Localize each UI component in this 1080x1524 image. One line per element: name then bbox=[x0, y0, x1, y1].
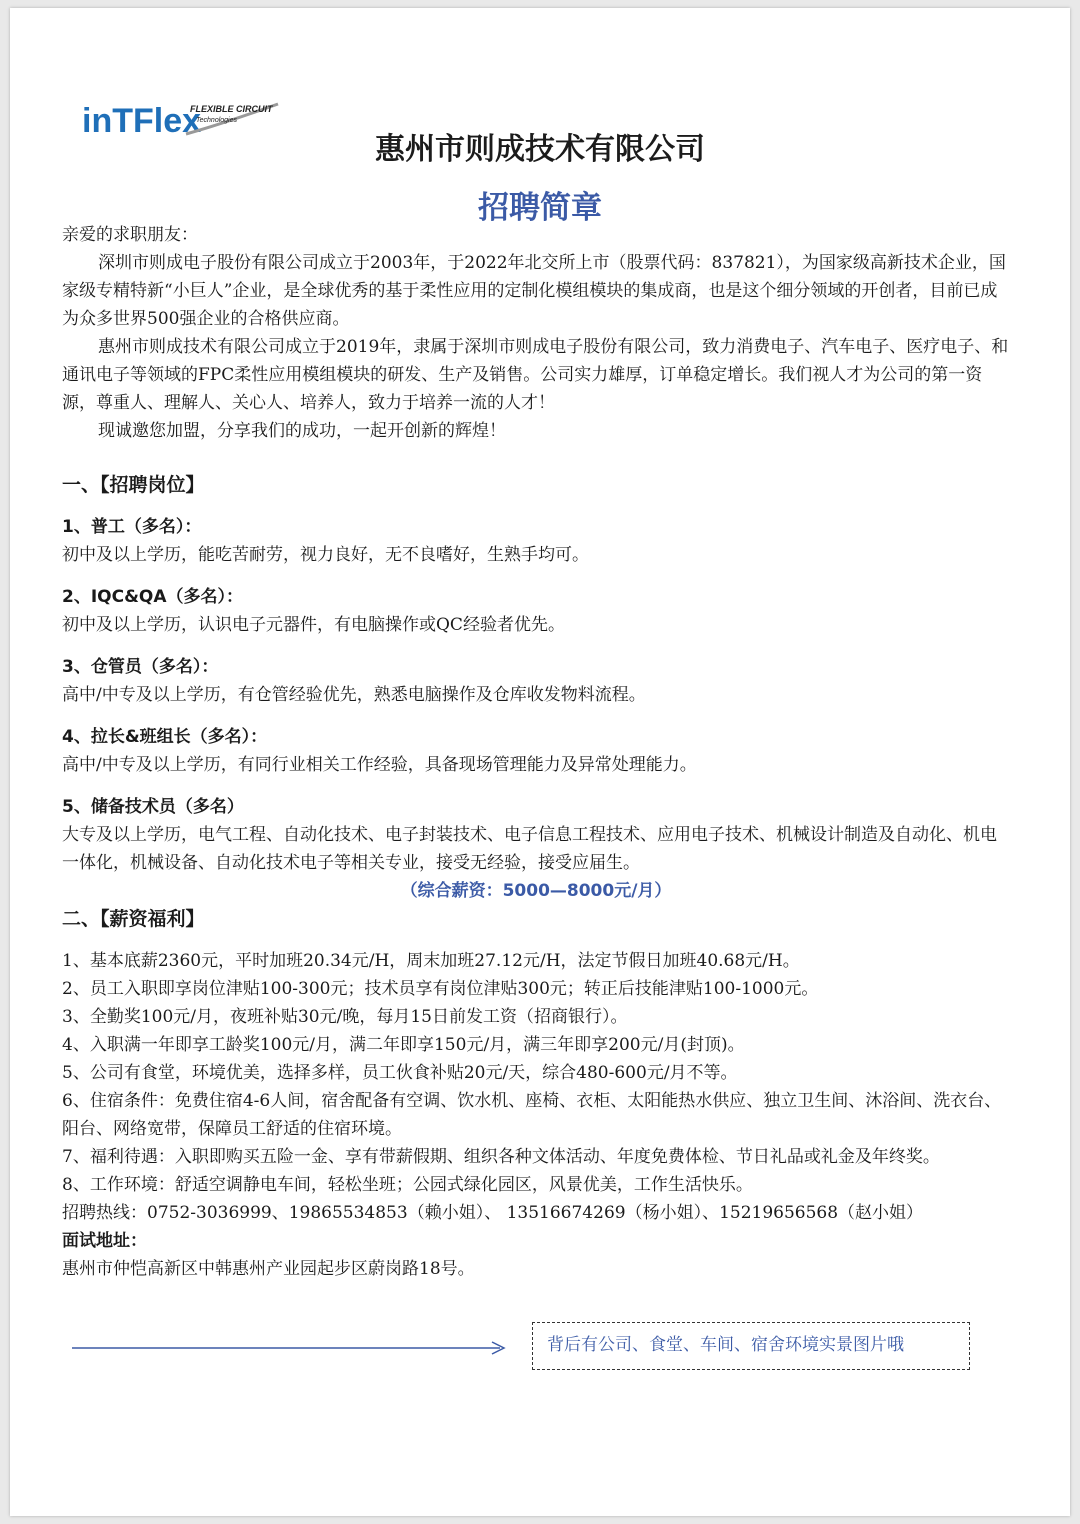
positions-heading: 一、【招聘岗位】 bbox=[62, 474, 205, 496]
arrow-right-icon bbox=[72, 1340, 512, 1356]
benefit-item: 7、福利待遇：入职即购买五险一金、享有带薪假期、组织各种文体活动、年度免费体检、节日礼品或礼金及年终奖。 bbox=[62, 1147, 940, 1167]
hotline: 招聘热线：0752-3036999、19865534853（赖小姐）、 13516674269（杨小姐）、15219656568（赵小姐） bbox=[62, 1203, 924, 1223]
benefit-item: 3、全勤奖100元/月，夜班补贴30元/晚，每月15日前发工资（招商银行）。 bbox=[62, 1007, 628, 1027]
salary-range: （综合薪资：5000—8000元/月） bbox=[400, 881, 672, 901]
position-description: 高中/中专及以上学历，有仓管经验优先，熟悉电脑操作及仓库收发物料流程。 bbox=[62, 685, 646, 705]
address: 惠州市仲恺高新区中韩惠州产业园起步区蔚岗路18号。 bbox=[62, 1259, 475, 1279]
greeting: 亲爱的求职朋友： bbox=[62, 225, 198, 245]
position-description: 大专及以上学历，电气工程、自动化技术、电子封装技术、电子信息工程技术、应用电子技术、机械设计制造及自动化、机电一体化，机械设备、自动化技术电子等相关专业，接受无经验，接受应届生。 bbox=[62, 825, 997, 873]
logo-subtext-2: Technologies bbox=[196, 117, 237, 124]
benefit-item: 8、工作环境：舒适空调静电车间，轻松坐班；公园式绿化园区，风景优美，工作生活快乐。 bbox=[62, 1175, 753, 1195]
document-body bbox=[62, 221, 1010, 1283]
benefit-item: 4、入职满一年即享工龄奖100元/月，满二年即享150元/月，满三年即享200元/月(封顶)。 bbox=[62, 1035, 745, 1055]
logo-text: inTFlex bbox=[82, 102, 202, 140]
benefit-item: 6、住宿条件：免费住宿4-6人间，宿舍配备有空调、饮水机、座椅、衣柜、太阳能热水供应、独立卫生间、沐浴间、洗衣台、阳台、网络宽带，保障员工舒适的住宿环境。 bbox=[62, 1091, 1002, 1139]
logo-subtext: FLEXIBLE CIRCUIT bbox=[190, 104, 273, 114]
intro-paragraph-2: 惠州市则成技术有限公司成立于2019年，隶属于深圳市则成电子股份有限公司，致力消费电子、汽车电子、医疗电子、和通讯电子等领域的FPC柔性应用模组模块的研发、生产及销售。公司实力雄厚，订单稳定增长。我们视人才为公司的第一资源，尊重人、理解人、关心人、培养人，致力于培养一流的人才！ bbox=[62, 337, 1009, 413]
position-description: 初中及以上学历，认识电子元器件，有电脑操作或QC经验者优先。 bbox=[62, 615, 565, 635]
company-name: 惠州市则成技术有限公司 bbox=[375, 132, 705, 167]
address-label: 面试地址： bbox=[62, 1231, 147, 1251]
position-title: 1、普工（多名）： bbox=[62, 517, 202, 537]
benefit-item: 2、员工入职即享岗位津贴100-300元；技术员享有岗位津贴300元；转正后技能津贴100-1000元。 bbox=[62, 979, 819, 999]
position-description: 高中/中专及以上学历，有同行业相关工作经验，具备现场管理能力及异常处理能力。 bbox=[62, 755, 697, 775]
position-description: 初中及以上学历，能吃苦耐劳，视力良好，无不良嗜好，生熟手均可。 bbox=[62, 545, 589, 565]
position-title: 3、仓管员（多名）： bbox=[62, 657, 219, 677]
position-title: 5、储备技术员（多名） bbox=[62, 797, 244, 817]
intro-paragraph-3: 现诚邀您加盟，分享我们的成功，一起开创新的辉煌！ bbox=[98, 421, 506, 441]
photo-note-box: 背后有公司、食堂、车间、宿舍环境实景图片哦 bbox=[532, 1322, 970, 1370]
benefit-item: 1、基本底薪2360元，平时加班20.34元/H，周末加班27.12元/H，法定节假日加班40.68元/H。 bbox=[62, 951, 800, 971]
benefits-heading: 二、【薪资福利】 bbox=[62, 908, 205, 930]
position-title: 2、IQC&QA（多名）： bbox=[62, 587, 244, 607]
intro-paragraph-1: 深圳市则成电子股份有限公司成立于2003年，于2022年北交所上市（股票代码：837821），为国家级高新技术企业，国家级专精特新“小巨人”企业，是全球优秀的基于柔性应用的定制化模组模块的集成商，也是这个细分领域的开创者，目前已成为众多世界500强企业的合格供应商。 bbox=[62, 253, 1006, 329]
document-title: 招聘简章 bbox=[478, 190, 602, 226]
benefit-item: 5、公司有食堂，环境优美，选择多样，员工伙食补贴20元/天，综合480-600元/月不等。 bbox=[62, 1063, 738, 1083]
position-title: 4、拉长&班组长（多名）： bbox=[62, 727, 268, 747]
